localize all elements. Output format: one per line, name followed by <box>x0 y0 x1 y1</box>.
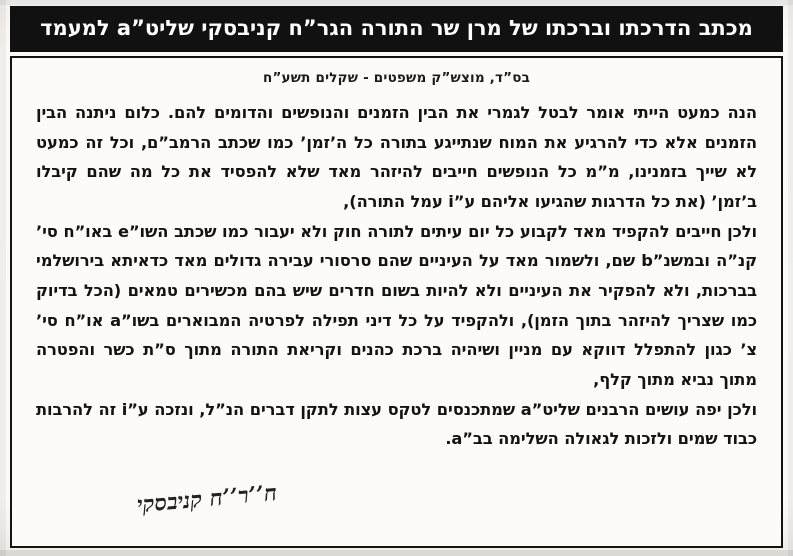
letter-paragraph: ולכן יפה עושים הרבנים שליט”a שמתכנסים לטקס עצות לתקן דברים הנ”ל, ונזכה ע”i זה להרבות כבוד שמים ולזכות לגאולה השלימה בב”a. <box>36 399 757 449</box>
document-title: מכתב הדרכתו וברכתו של מרן שר התורה הגר”ח קניבסקי שליט”a למעמד <box>40 16 753 41</box>
document-inner <box>12 58 781 546</box>
letter-paragraph: ולכן חייבים להקפיד מאד לקבוע כל יום עיתים לתורה חוק ולא יעבור כמו שכתב השו”e באו”ח סי’ קנ”ה ובמשנ”b שם, ולשמור מאד על העיניים שהם סרסורי עבירה גדולים מאד כדאיתא בירושלמי בברכות, ולא להפקיר את העיניים ולא להיות בשום חדרים שיש בהם מכשירים טמאים (הכל בדיוק כמו שצריך להיזהר בתוך הזמן), ולהקפיד על כל דיני תפילה לפרטיה המבוארים בשו”a או”ח סי’ צ’ כגון להתפלל דווקא עם מניין ושיהיה ברכת כהנים וקריאת התורה מתוך ס”ת כשר והפטרה מתוך נביא מתוך קלף, <box>36 221 758 389</box>
letter-body <box>32 98 761 454</box>
signature-area <box>38 480 278 536</box>
letter-paragraph: הנה כמעט הייתי אומר לבטל לגמרי את הבין הזמנים והנופשים והדומים להם. כלום ניתנה הבין הזמנים אלא כדי להרגיע את המוח שנתייגע בתורה כל ה’זמן’ כמו שכתב הרמב”ם, וכל זה כמעט לא שייך בזמנינו, מ”מ כל הנופשים חייבים להיזהר מאד שלא להפסיד את כל מה שהם קיבלו ב’זמן’ (את כל הדרגות שהגיעו אליהם ע”i עמל התורה), <box>36 103 757 211</box>
document-title-banner <box>10 6 783 52</box>
document-body-frame <box>10 56 783 548</box>
handwritten-signature: ח’’ר’’ח קניבסקי <box>135 480 278 519</box>
document-subtitle: בס”ד, מוצש”ק משפטים - שקלים תשע”ח <box>262 70 531 86</box>
